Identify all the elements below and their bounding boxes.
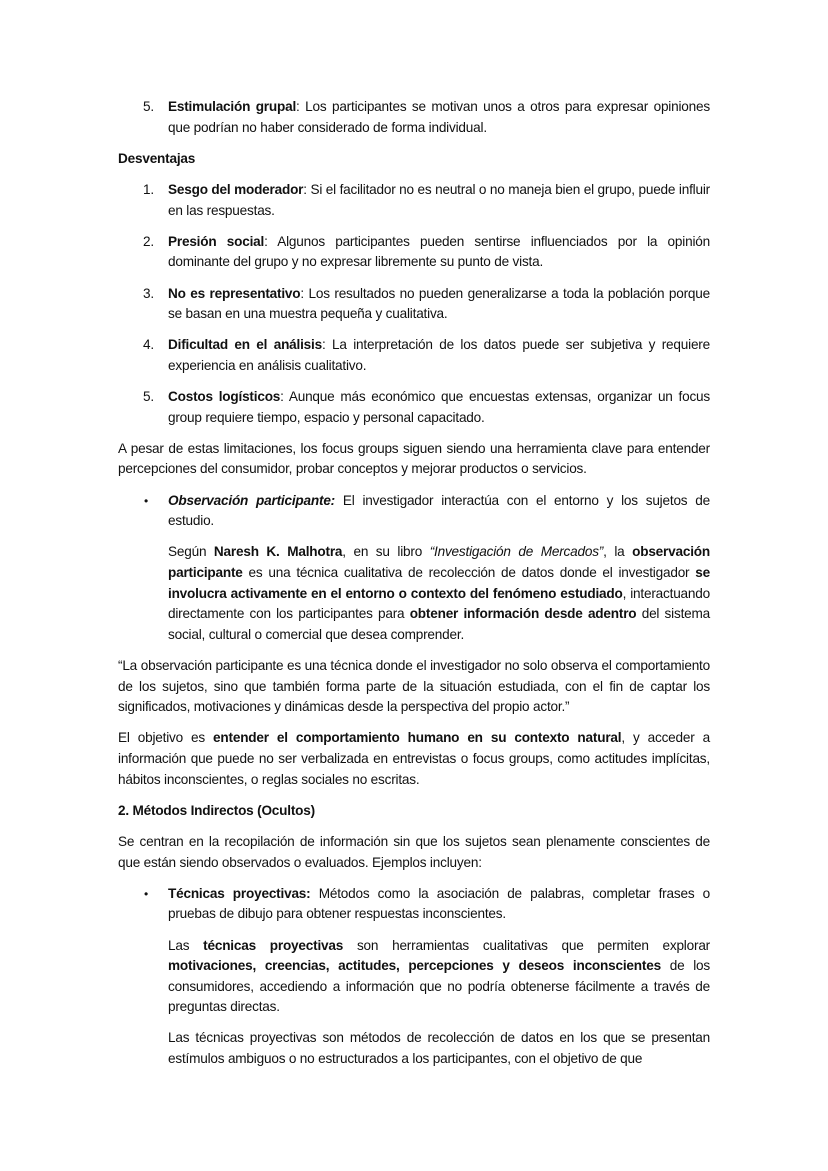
- bold-text: entender el comportamiento humano en su contexto natural: [213, 730, 622, 746]
- paragraph: [118, 439, 710, 480]
- bullet-icon: •: [144, 493, 149, 508]
- numbered-list-item: [118, 97, 710, 138]
- bold-text: motivaciones, creencias, actitudes, percepciones y deseos inconscientes: [168, 958, 661, 974]
- paragraph: [118, 728, 710, 790]
- text-run: Según: [168, 544, 214, 560]
- bullet-list-item: [118, 491, 710, 532]
- bold-text: observación participante: [168, 544, 710, 581]
- bullet-icon: •: [144, 886, 149, 901]
- numbered-list-item: [118, 180, 710, 221]
- text-run: , en su libro: [342, 544, 430, 560]
- text-run: : Si el facilitador no es neutral o no maneja bien el grupo, puede influir en las respuestas.: [168, 181, 710, 218]
- text-run: es una técnica cualitativa de recolección de datos donde el investigador: [242, 565, 696, 581]
- numbered-list-item: [118, 387, 710, 428]
- indented-paragraph: [118, 542, 710, 645]
- text-run: : Los participantes se motivan unos a otros para expresar opiniones que podrían no haber considerado de forma individual.: [168, 99, 710, 135]
- document-body: [118, 97, 710, 1080]
- section-heading: [118, 801, 710, 822]
- text-run: Se centran en la recopilación de información sin que los sujetos sean plenamente conscientes de que están siendo observados o evaluados. Ejemplos incluyen:: [118, 833, 710, 870]
- numbered-list-item: [118, 284, 710, 325]
- list-number: 1.: [143, 181, 154, 197]
- bold-text: Dificultad en el análisis: [168, 337, 322, 353]
- text-run: son herramientas cualitativas que permiten explorar: [343, 937, 711, 953]
- bold-text: 2. Métodos Indirectos (Ocultos): [118, 802, 315, 818]
- section-heading: [118, 149, 710, 170]
- numbered-list-item: [118, 335, 710, 376]
- text-run: del sistema social, cultural o comercial que desea comprender.: [168, 606, 710, 642]
- text-run: : Los resultados no pueden generalizarse a toda la población porque se basan en una muestra pequeña y cualitativa.: [168, 285, 710, 322]
- text-run: : Aunque más económico que encuestas extensas, organizar un focus group requiere tiempo, espacio y personal capacitado.: [168, 389, 710, 425]
- text-run: “La observación participante es una técnica donde el investigador no solo observa el comportamiento de los sujetos, sino que también forma parte de la situación estudiada, con el fin de captar los significados, motivaciones y dinámicas desde la perspectiva del propio actor.”: [118, 658, 710, 715]
- bold-text: Naresh K. Malhotra: [213, 544, 343, 560]
- paragraph: [118, 832, 710, 873]
- text-run: A pesar de estas limitaciones, los focus groups siguen siendo una herramienta clave para entender percepciones del consumidor, probar conceptos y mejorar productos o servicios.: [118, 440, 710, 477]
- numbered-list-item: [118, 232, 710, 273]
- bold-text: técnicas proyectivas: [203, 937, 344, 953]
- list-number: 3.: [143, 285, 154, 301]
- italic-text: “Investigación de Mercados”: [429, 544, 604, 560]
- bold-text: Costos logísticos: [168, 389, 281, 405]
- bold-text: Estimulación grupal: [168, 99, 297, 114]
- text-run: , la: [603, 544, 633, 560]
- text-run: , y acceder a información que puede no ser verbalizada en entrevistas o focus groups, como actitudes implícitas, hábitos inconscientes, o reglas sociales no escritas.: [118, 730, 710, 787]
- list-number: 5.: [143, 99, 154, 114]
- bold-text: Sesgo del moderador: [168, 181, 304, 197]
- bold-text: Observación participante:: [168, 492, 336, 508]
- bold-text: Presión social: [168, 233, 265, 249]
- bold-text: se involucra activamente en el entorno o contexto del fenómeno estudiado: [168, 565, 710, 601]
- bold-text: Desventajas: [118, 150, 196, 166]
- text-run: El objetivo es: [118, 730, 214, 746]
- indented-paragraph: [118, 936, 710, 1018]
- bold-text: No es representativo: [168, 285, 301, 301]
- text-run: Las técnicas proyectivas son métodos de recolección de datos en los que se presentan estímulos ambiguos o no estructurados a los participantes, con el objetivo de que: [168, 1030, 710, 1067]
- text-run: , interactuando directamente con los participantes para: [168, 585, 710, 622]
- bold-text: obtener información desde adentro: [409, 606, 637, 622]
- paragraph: [118, 656, 710, 718]
- text-run: Las: [168, 937, 204, 953]
- text-run: de los consumidores, accediendo a información que no podría obtenerse fácilmente a través de preguntas directas.: [168, 958, 710, 1015]
- bold-text: Técnicas proyectivas:: [168, 885, 311, 901]
- bullet-list-item: [118, 884, 710, 925]
- list-number: 5.: [143, 389, 154, 405]
- text-run: Métodos como la asociación de palabras, completar frases o pruebas de dibujo para obtener respuestas inconscientes.: [168, 885, 710, 922]
- text-run: El investigador interactúa con el entorno y los sujetos de estudio.: [168, 492, 710, 529]
- list-number: 4.: [143, 337, 154, 353]
- indented-paragraph: [118, 1028, 710, 1069]
- list-number: 2.: [143, 233, 154, 249]
- text-run: : Algunos participantes pueden sentirse influenciados por la opinión dominante del grupo y no expresar libremente su punto de vista.: [168, 233, 710, 270]
- text-run: : La interpretación de los datos puede ser subjetiva y requiere experiencia en análisis cualitativo.: [168, 337, 710, 373]
